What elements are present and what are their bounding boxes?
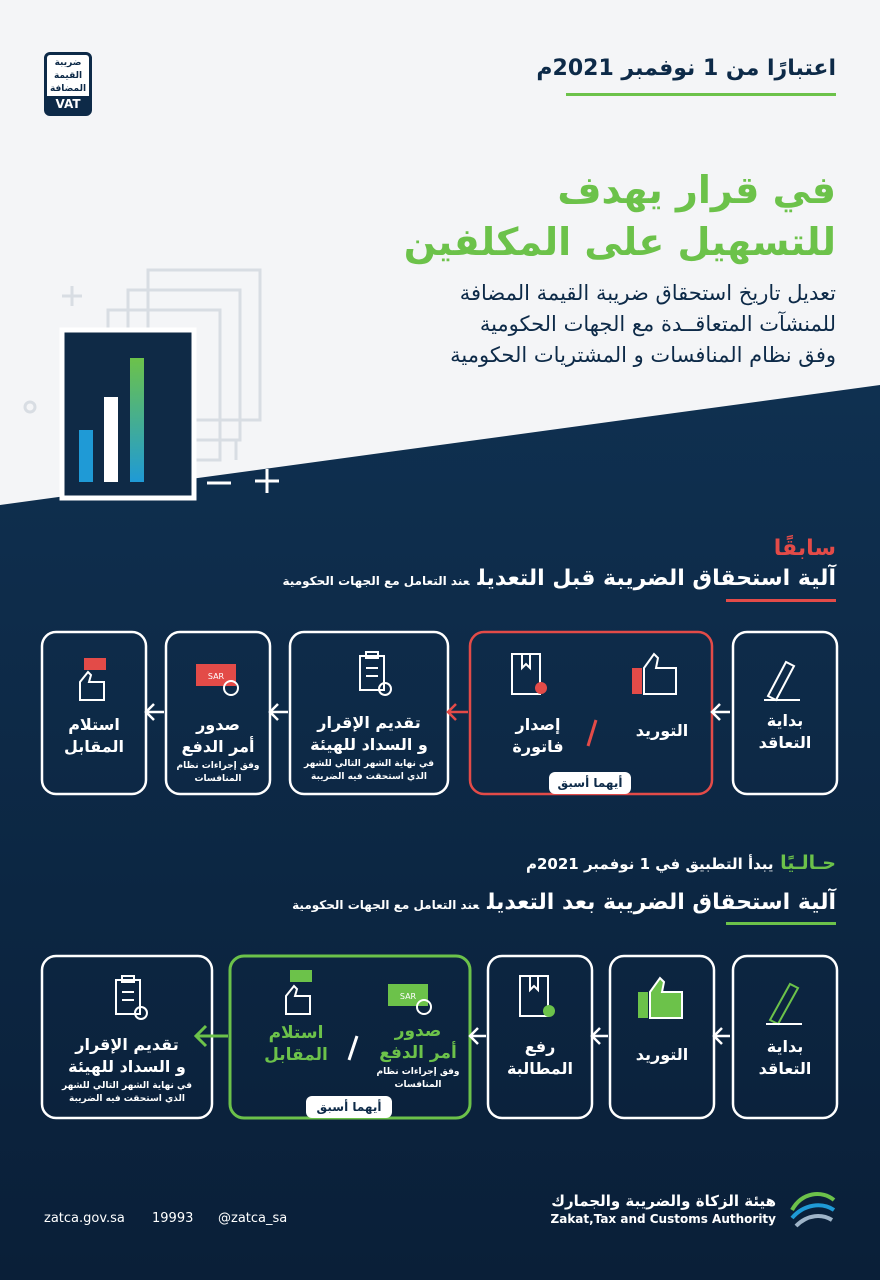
invoice-plus-icon [543, 1005, 555, 1017]
clipboard-check-icon [116, 976, 147, 1019]
invoice-plus-icon [535, 682, 547, 694]
org-name-en: Zakat,Tax and Customs Authority [550, 1212, 776, 1226]
before-arrow-2 [448, 704, 468, 720]
before-underline [726, 599, 836, 602]
after-step-payorder-l2: أمر الدفع [379, 1043, 457, 1063]
footer-twitter[interactable]: @zatca_sa [218, 1211, 288, 1226]
after-step-payorder-n1: وفق إجراءات نظام [376, 1067, 460, 1077]
after-title-text: آلية استحقاق الضريبة بعد التعديل [487, 890, 836, 915]
receive-icon [286, 970, 312, 1014]
footer-phone[interactable]: 19993 [152, 1211, 194, 1226]
sub-line-3: وفق نظام المنافسات و المشتريات الحكومية [450, 343, 836, 367]
after-step-declare [42, 1034, 212, 1106]
after-label: حـالـيًا [780, 852, 836, 874]
before-step-payorder-n2: المنافسات [194, 774, 242, 784]
thumbs-up-icon [632, 654, 676, 694]
after-step-start [733, 1036, 837, 1080]
before-step-invoice [488, 714, 588, 758]
before-step-supply [614, 720, 710, 742]
after-label-row [526, 852, 836, 874]
sub-line-2: للمنشآت المتعاقــدة مع الجهات الحكومية [479, 312, 836, 336]
pencil-icon [766, 984, 802, 1024]
before-title-text: آلية استحقاق الضريبة قبل التعديل [477, 566, 836, 591]
before-step-declare-l2: و السداد للهيئة [310, 735, 428, 754]
after-title [292, 890, 836, 915]
after-either-tag: أيهما أسبق [306, 1096, 392, 1118]
before-step-payorder-n1: وفق إجراءات نظام [176, 761, 260, 771]
before-step-supply-l1: التوريد [635, 721, 689, 740]
after-arrow-1 [714, 1028, 730, 1044]
after-slash [349, 1036, 357, 1060]
before-step-declare-n1: في نهاية الشهر التالي للشهر [304, 759, 434, 769]
vat-logo-ar-3: المضافة [49, 84, 87, 94]
after-step-payorder-n2: المنافسات [394, 1080, 442, 1090]
after-step-receive-l2: المقابل [264, 1045, 328, 1065]
sub-line-1: تعديل تاريخ استحقاق ضريبة القيمة المضافة [459, 281, 836, 305]
before-step-receive [42, 714, 146, 758]
before-label: سابقًا [773, 536, 836, 561]
before-box-receive [42, 632, 146, 794]
effective-date: اعتبارًا من 1 نوفمبر 2021م [536, 56, 836, 81]
clipboard-check-icon [360, 652, 391, 695]
after-step-claim [488, 1036, 592, 1080]
before-step-payorder-l1: صدور [196, 715, 240, 734]
thumbs-up-icon [638, 978, 682, 1018]
before-step-start-l2: التعاقد [758, 733, 812, 752]
before-step-receive-l1: استلام [68, 715, 120, 734]
vat-logo [44, 52, 92, 116]
vat-logo-ar-1: ضريبة [54, 58, 82, 68]
after-step-payorder [368, 1020, 468, 1092]
before-step-start [733, 710, 837, 754]
before-step-declare-n2: الذي استحقت فيه الضريبة [311, 772, 427, 782]
before-title [283, 566, 836, 591]
after-step-supply-l1: التوريد [635, 1045, 689, 1064]
before-step-invoice-l2: فاتورة [512, 737, 564, 756]
after-arrow-2 [592, 1028, 608, 1044]
after-step-start-l2: التعاقد [758, 1059, 812, 1078]
before-arrow-1 [712, 704, 730, 720]
vat-logo-en: VAT [47, 96, 89, 113]
after-step-receive-l1: استلام [268, 1023, 324, 1043]
after-step-declare-n1: في نهاية الشهر التالي للشهر [62, 1081, 192, 1091]
before-step-payorder [166, 714, 270, 786]
hero-subtitle [450, 278, 836, 371]
before-arrow-4 [146, 704, 164, 720]
before-box-either [470, 632, 712, 794]
before-title-note: عند التعامل مع الجهات الحكومية [282, 574, 470, 588]
before-step-start-l1: بداية [766, 711, 804, 730]
zatca-logo-icon [786, 1182, 840, 1236]
after-step-payorder-l1: صدور [394, 1021, 442, 1041]
before-arrow-3 [270, 704, 288, 720]
sar-label: SAR [399, 992, 417, 1001]
after-step-claim-l1: رفع [524, 1037, 556, 1056]
after-step-receive [246, 1022, 346, 1066]
after-label-note: يبدأ التطبيق في 1 نوفمبر 2021م [526, 855, 774, 873]
hero-line-2: للتسهيل على المكلفين [403, 220, 836, 264]
org-name-ar: هيئة الزكاة والضريبة والجمارك [551, 1192, 776, 1210]
after-title-note: عند التعامل مع الجهات الحكومية [292, 898, 480, 912]
after-underline [726, 922, 836, 925]
before-step-receive-l2: المقابل [63, 737, 125, 756]
before-step-invoice-l1: إصدار [515, 715, 561, 734]
after-arrow-3 [470, 1028, 486, 1044]
before-step-payorder-l2: أمر الدفع [181, 737, 255, 756]
date-underline [566, 93, 836, 96]
after-step-declare-n2: الذي استحقت فيه الضريبة [69, 1094, 185, 1104]
before-step-declare-l1: تقديم الإقرار [317, 713, 421, 732]
after-step-claim-l2: المطالبة [506, 1059, 574, 1078]
sar-label: SAR [207, 672, 225, 681]
vat-logo-ar-2: القيمة [53, 71, 83, 81]
after-step-supply [610, 1044, 714, 1066]
before-step-declare [290, 712, 448, 784]
pencil-icon [764, 662, 800, 700]
after-step-declare-l2: و السداد للهيئة [68, 1057, 186, 1076]
before-either-tag: أيهما أسبق [549, 772, 631, 794]
after-step-start-l1: بداية [766, 1037, 804, 1056]
after-step-declare-l1: تقديم الإقرار [75, 1035, 179, 1054]
hero-title [404, 164, 836, 268]
before-slash [588, 720, 596, 746]
hero-line-1: في قرار يهدف [557, 168, 836, 212]
footer-website[interactable]: zatca.gov.sa [44, 1211, 125, 1226]
receive-icon [80, 658, 106, 700]
